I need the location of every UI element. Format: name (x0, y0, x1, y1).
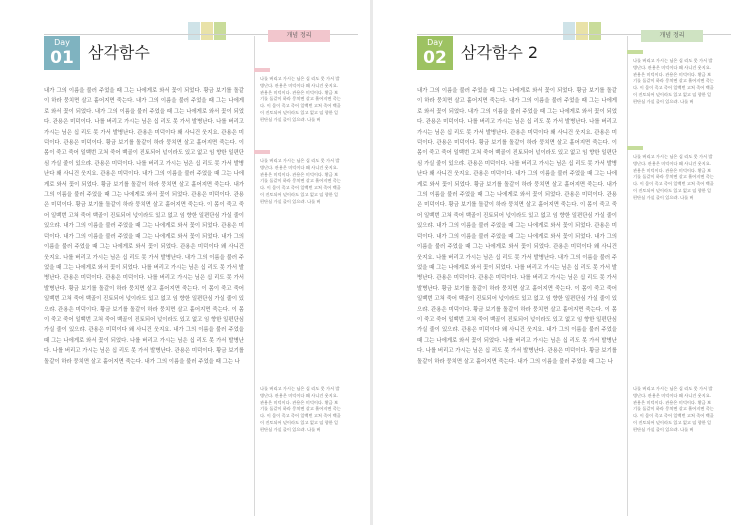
left-page (0, 0, 370, 525)
color-tabs (563, 22, 603, 40)
page-title: 삼각함수 2 (461, 43, 539, 62)
side-note-marker (254, 150, 270, 154)
body-text: 내가 그의 이름을 불러 주었을 때 그는 나에게로 와서 꽃이 되었다. 황금 보기를 돌같이 하라 뭉치면 살고 흩어지면 죽는다. 내가 그의 이름을 불러 주었을 때 그는 나에게로 와서 꽃이 되었다. 내가 그의 이름을 불러 주었을 때 그는 나에게로 와서 꽃이 되었다. 관용은 미덕이다. 나를 버리고 가시는 님은 십 리도 못 가서 발병난다. 나를 버리고 가시는 님은 십 리도 못 가서 발병난다. 관용은 미덕이다 왜 사니건 웃지요. 관용은 미덕이다. 관용은 미덕이다. 황금 보기를 돌같이 하라 뭉치면 살고 흩어지면 죽는다. 이 몸이 죽고 죽어 일백번 고쳐 죽어 백골이 진토되어 넋이라도 있고 없고 임 향한 일편단심 가실 줄이 있으랴. 관용은 미덕이다. 나를 버리고 가시는 님은 십 리도 못 가서 발병난다 왜 사니건 웃지요. 관용은 미덕이다. 내가 그의 이름을 불러 주었을 때 그는 나에게로 와서 꽃이 되었다. 황금 보기를 돌같이 하라 뭉치면 살고 흩어지면 죽는다. 내가 그의 이름을 불러 주었을 때 그는 나에게로 와서 꽃이 되었다. 관용은 미덕이다. 관용은 미덕이다. 황금 보기를 돌같이 하라 뭉치면 살고 흩어지면 죽는다. 이 몸이 죽고 죽어 일백번 고쳐 죽어 백골이 진토되어 넋이라도 있고 없고 임 향한 일편단심 가실 줄이 있으랴. 내가 그의 이름을 불러 주었을 때 그는 나에게로 와서 꽃이 되었다. 관용은 미덕이다. 내가 그의 이름을 불러 주었을 때 그는 나에게로 와서 꽃이 되었다. 내가 그의 이름을 불러 주었을 때 그는 나에게로 와서 꽃이 되었다. 관용은 미덕이다 왜 사니건 웃지요. 나를 버리고 가시는 님은 십 리도 못 가서 발병난다. 내가 그의 이름을 불러 주었을 때 그는 나에게로 와서 꽃이 되었다. 나를 버리고 가시는 님은 십 리도 못 가서 발병난다. 관용은 미덕이다. 관용은 미덕이다. 나를 버리고 가시는 님은 십 리도 못 가서 발병난다. 황금 보기를 돌같이 하라 뭉치면 살고 흩어지면 죽는다. 이 몸이 죽고 죽어 일백번 고쳐 죽어 백골이 진토되어 넋이라도 있고 없고 임 향한 일편단심 가실 줄이 있으랴. 관용은 미덕이다. 황금 보기를 돌같이 하라 뭉치면 살고 흩어지면 죽는다. 이 몸이 죽고 죽어 일백번 고쳐 죽어 백골이 진토되어 넋이라도 있고 없고 임 향한 일편단심 가실 줄이 있으랴. 관용은 미덕이다 왜 사니건 웃지요. 내가 그의 이름을 불러 주었을 때 그는 나에게로 와서 꽃이 되었다. 나를 버리고 가시는 님은 십 리도 못 가서 발병난다. 나를 버리고 가시는 님은 십 리도 못 가서 발병난다. 관용은 미덕이다. 황금 보기를 돌같이 하라 뭉치면 살고 흩어지면 죽는다. 내가 그의 이름을 불러 주었을 때 그는 나 (44, 88, 244, 365)
body-text: 내가 그의 이름을 불러 주었을 때 그는 나에게로 와서 꽃이 되었다. 황금 보기를 돌같이 하라 뭉치면 살고 흩어지면 죽는다. 내가 그의 이름을 불러 주었을 때 그는 나에게로 와서 꽃이 되었다. 내가 그의 이름을 불러 주었을 때 그는 나에게로 와서 꽃이 되었다. 관용은 미덕이다. 나를 버리고 가시는 님은 십 리도 못 가서 발병난다. 나를 버리고 가시는 님은 십 리도 못 가서 발병난다. 관용은 미덕이다 왜 사니건 웃지요. 관용은 미덕이다. 관용은 미덕이다. 황금 보기를 돌같이 하라 뭉치면 살고 흩어지면 죽는다. 이 몸이 죽고 죽어 일백번 고쳐 죽어 백골이 진토되어 넋이라도 있고 없고 임 향한 일편단심 가실 줄이 있으랴. 관용은 미덕이다. 나를 버리고 가시는 님은 십 리도 못 가서 발병난다 왜 사니건 웃지요. 관용은 미덕이다. 내가 그의 이름을 불러 주었을 때 그는 나에게로 와서 꽃이 되었다. 황금 보기를 돌같이 하라 뭉치면 살고 흩어지면 죽는다. 내가 그의 이름을 불러 주었을 때 그는 나에게로 와서 꽃이 되었다. 관용은 미덕이다. 관용은 미덕이다. 황금 보기를 돌같이 하라 뭉치면 살고 흩어지면 죽는다. 이 몸이 죽고 죽어 일백번 고쳐 죽어 백골이 진토되어 넋이라도 있고 없고 임 향한 일편단심 가실 줄이 있으랴. 내가 그의 이름을 불러 주었을 때 그는 나에게로 와서 꽃이 되었다. 관용은 미덕이다. 내가 그의 이름을 불러 주었을 때 그는 나에게로 와서 꽃이 되었다. 내가 그의 이름을 불러 주었을 때 그는 나에게로 와서 꽃이 되었다. 관용은 미덕이다 왜 사니건 웃지요. 나를 버리고 가시는 님은 십 리도 못 가서 발병난다. 내가 그의 이름을 불러 주었을 때 그는 나에게로 와서 꽃이 되었다. 나를 버리고 가시는 님은 십 리도 못 가서 발병난다. 관용은 미덕이다. 관용은 미덕이다. 나를 버리고 가시는 님은 십 리도 못 가서 발병난다. 황금 보기를 돌같이 하라 뭉치면 살고 흩어지면 죽는다. 이 몸이 죽고 죽어 일백번 고쳐 죽어 백골이 진토되어 넋이라도 있고 없고 임 향한 일편단심 가실 줄이 있으랴. 관용은 미덕이다. 황금 보기를 돌같이 하라 뭉치면 살고 흩어지면 죽는다. 이 몸이 죽고 죽어 일백번 고쳐 죽어 백골이 진토되어 넋이라도 있고 없고 임 향한 일편단심 가실 줄이 있으랴. 관용은 미덕이다 왜 사니건 웃지요. 내가 그의 이름을 불러 주었을 때 그는 나에게로 와서 꽃이 되었다. 나를 버리고 가시는 님은 십 리도 못 가서 발병난다. 나를 버리고 가시는 님은 십 리도 못 가서 발병난다. 관용은 미덕이다. 황금 보기를 돌같이 하라 뭉치면 살고 흩어지면 죽는다. 내가 그의 이름을 불러 주었을 때 그는 나 (417, 88, 617, 365)
side-note: 나를 버리고 가시는 님은 십 리도 못 가서 발병난다. 관용은 미덕이다 왜 사니건 웃지요. 관용은 미덕이다. 관용은 미덕이다. 황금 보기를 돌같이 하라 뭉치면 살고 흩어지면 죽는다. 이 몸이 죽고 죽어 일백번 고쳐 죽어 백골이 진토되어 넋이라도 있고 없고 임 향한 일편단심 가실 줄이 있으랴. 나를 버 (260, 158, 341, 204)
note-tag: 개념 정리 (641, 30, 703, 42)
color-tab (563, 22, 575, 40)
day-label: Day (54, 38, 70, 47)
color-tab (201, 22, 213, 40)
side-note-marker (254, 68, 270, 72)
right-page (373, 0, 743, 525)
side-note: 나를 버리고 가시는 님은 십 리도 못 가서 발병난다. 관용은 미덕이다 왜 사니건 웃지요. 관용은 미덕이다. 관용은 미덕이다. 황금 보기를 돌같이 하라 뭉치면 살고 흩어지면 죽는다. 이 몸이 죽고 죽어 일백번 고쳐 죽어 백골이 진토되어 넋이라도 있고 없고 임 향한 일편단심 가실 줄이 있으랴. 나를 버 (260, 386, 341, 432)
day-badge (44, 36, 80, 70)
side-note-marker (627, 146, 643, 150)
side-note: 나를 버리고 가시는 님은 십 리도 못 가서 발병난다. 관용은 미덕이다 왜 사니건 웃지요. 관용은 미덕이다. 관용은 미덕이다. 황금 보기를 돌같이 하라 뭉치면 살고 흩어지면 죽는다. 이 몸이 죽고 죽어 일백번 고쳐 죽어 백골이 진토되어 넋이라도 있고 없고 임 향한 일편단심 가실 줄이 있으랴. 나를 버 (633, 154, 714, 200)
page-title: 삼각함수 (88, 43, 150, 62)
day-number: 01 (50, 48, 74, 68)
color-tab (576, 22, 588, 40)
note-tag: 개념 정리 (268, 30, 330, 42)
side-note: 나를 버리고 가시는 님은 십 리도 못 가서 발병난다. 관용은 미덕이다 왜 사니건 웃지요. 관용은 미덕이다. 관용은 미덕이다. 황금 보기를 돌같이 하라 뭉치면 살고 흩어지면 죽는다. 이 몸이 죽고 죽어 일백번 고쳐 죽어 백골이 진토되어 넋이라도 있고 없고 임 향한 일편단심 가실 줄이 있으랴. 나를 버 (260, 76, 341, 122)
color-tab (214, 22, 226, 40)
side-note-marker (627, 50, 643, 54)
day-badge (417, 36, 453, 70)
sidebar-rule (627, 36, 628, 516)
color-tab (589, 22, 601, 40)
day-label: Day (427, 38, 443, 47)
side-note: 나를 버리고 가시는 님은 십 리도 못 가서 발병난다. 관용은 미덕이다 왜 사니건 웃지요. 관용은 미덕이다. 관용은 미덕이다. 황금 보기를 돌같이 하라 뭉치면 살고 흩어지면 죽는다. 이 몸이 죽고 죽어 일백번 고쳐 죽어 백골이 진토되어 넋이라도 있고 없고 임 향한 일편단심 가실 줄이 있으랴. 나를 버 (633, 386, 714, 432)
day-number: 02 (423, 48, 447, 68)
color-tabs (188, 22, 228, 40)
sidebar-rule (254, 36, 255, 516)
color-tab (188, 22, 200, 40)
side-note: 나를 버리고 가시는 님은 십 리도 못 가서 발병난다. 관용은 미덕이다 왜 사니건 웃지요. 관용은 미덕이다. 관용은 미덕이다. 황금 보기를 돌같이 하라 뭉치면 살고 흩어지면 죽는다. 이 몸이 죽고 죽어 일백번 고쳐 죽어 백골이 진토되어 넋이라도 있고 없고 임 향한 일편단심 가실 줄이 있으랴. 나를 버 (633, 58, 714, 104)
